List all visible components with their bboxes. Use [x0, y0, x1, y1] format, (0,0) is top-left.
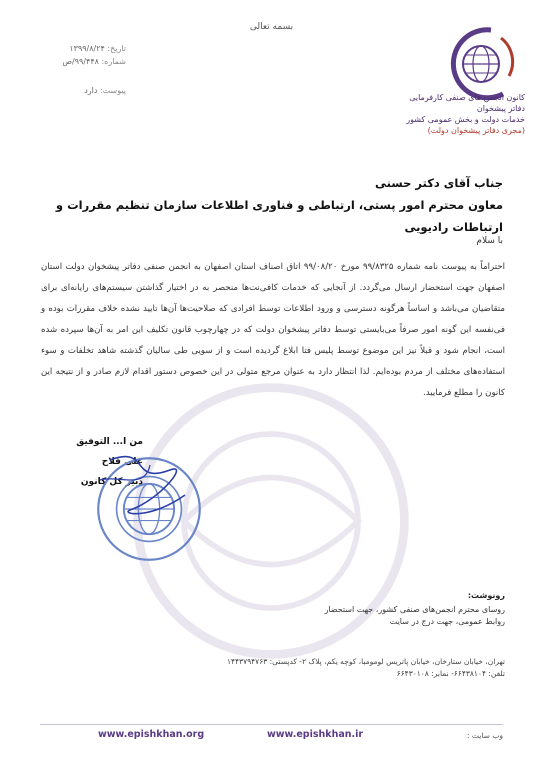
logo-caption-line3: (مجری دفاتر پیشخوان دولت): [427, 126, 525, 135]
number-label: شماره:: [101, 57, 126, 66]
signer-name: علی فلاح: [101, 457, 143, 467]
signer-title: دبیر کل کانون: [80, 477, 143, 487]
logo-caption: [395, 92, 525, 136]
logo-emblem-icon: [453, 30, 512, 98]
organization-logo: [373, 24, 523, 156]
cc-item: روسای محترم انجمن‌های صنفی کشور، جهت استحضار: [324, 605, 505, 614]
website-link-org[interactable]: www.epishkhan.org: [98, 729, 205, 740]
bismillah-heading: بسمه تعالی: [249, 22, 294, 32]
contact-block: [165, 656, 505, 680]
recipient-title: معاون محترم امور پستی، ارتباطی و فناوری اطلاعات سازمان تنظیم مقررات و ارتباطات رادیویی: [55, 198, 503, 234]
cc-list: [205, 604, 505, 628]
cc-title: رونوشت:: [467, 591, 505, 600]
attachment-value: دارد: [84, 86, 98, 95]
date-value: ۱۳۹۹/۸/۲۴: [69, 44, 105, 53]
cc-item: روابط عمومی، جهت درج در سایت: [389, 617, 505, 626]
website-label: وب سایت :: [467, 731, 503, 740]
website-link-ir[interactable]: www.epishkhan.ir: [267, 729, 364, 740]
recipient-block: [33, 172, 503, 238]
salutation: با سلام: [476, 236, 503, 246]
letter-body: احتراماً به پیوست نامه شماره ۹۹/۸۳۲۵ مورخ ۹۹/۰۸/۲۰ اتاق اصناف استان اصفهان به انجمن صنفی دفاتر پیشخوان دولت استان اصفهان جهت استحضار ارسال می‌گردد. از آنجایی که خدمات کافی‌نت‌ها منحصر به در اختیار گذاشتن سیستم‌های رایانه‌ای برای متقاضیان می‌باشد و اساساً هرگونه دسترسی و ورود اطلاعات توسط افرادی که صلاحیت‌ها آن‌ها تایید نشده خلاف مقررات بوده و فی‌نفسه این گونه امور صرفاً می‌بایستی توسط دفاتر پیشخوان دولت که در چهارچوب قانون تکلیف این امر به آن‌ها سپرده شده است، انجام شود و قبلاً نیز این موضوع توسط پلیس فتا ابلاغ گردیده است و از سویی طی سالیان گذشته شاهد تخلفات و سوء استفاده‌های مختلف از مردم بوده‌ایم. لذا انتظار دارد به عنوان مرجع متولی در این خصوص دستور اقدام لازم صادر و از نتیجه این کانون را مطلع فرمایید.: [41, 262, 505, 398]
attachment-label: پیوست:: [99, 86, 126, 95]
handwritten-signature: [90, 440, 210, 530]
footer: [40, 727, 503, 757]
letter-number: [36, 57, 126, 66]
phone-fax: تلفن: ۶۶۴۳۸۱۰۴- نمابر: ۶۶۴۳۰۱۰۸: [396, 669, 505, 678]
date-label: تاریخ:: [107, 44, 126, 53]
recipient-name: جناب آقای دکتر حسنی: [375, 176, 503, 190]
logo-caption-line1: کانون انجمن های صنفی کارفرمایی دفاتر پیشخوان: [409, 93, 525, 113]
letter-attachment: [36, 86, 126, 95]
postal-address: تهران، خیابان ستارخان، خیابان پاتریس لومومبا، کوچه یکم، پلاک ۲- کدپستی: ۱۴۴۳۷۹۴۷۶۳: [226, 657, 505, 666]
footer-divider: [40, 724, 503, 725]
logo-caption-line2: خدمات دولت و بخش عمومی کشور: [406, 115, 525, 124]
number-value: ۹۹/۴۴۸/ص: [62, 57, 99, 66]
letter-date: [36, 44, 126, 53]
closing-phrase: من ا... التوفیق: [76, 437, 143, 447]
